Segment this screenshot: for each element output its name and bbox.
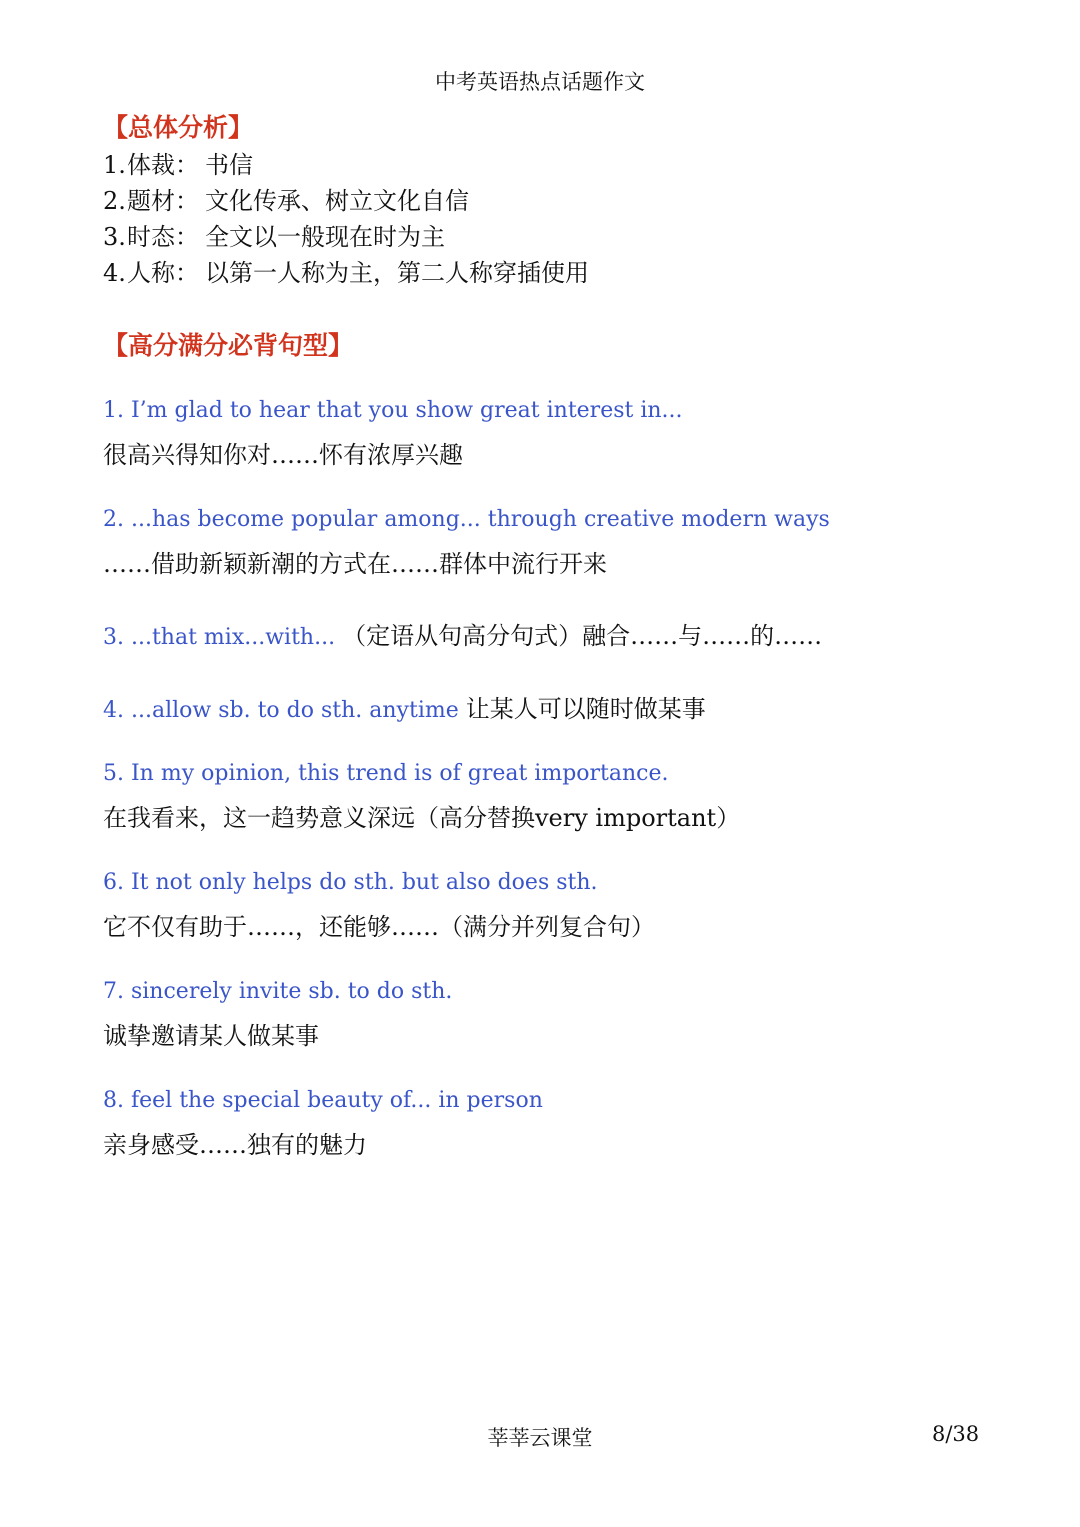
pattern-en: 3. ...that mix...with... bbox=[103, 625, 336, 650]
section-title-patterns: 【高分满分必背句型】 bbox=[103, 331, 354, 360]
pattern-en: 6. It not only helps do sth. but also does sth. bbox=[103, 870, 598, 895]
pattern-zh: （定语从句高分句式）融合……与……的…… bbox=[342, 622, 823, 650]
footer-brand: 莘莘云课堂 bbox=[487, 1426, 593, 1450]
item-text: 文化传承、树立文化自信 bbox=[205, 187, 469, 215]
analysis-item bbox=[103, 253, 589, 288]
pattern-zh: 很高兴得知你对……怀有浓厚兴趣 bbox=[103, 441, 463, 469]
analysis-item bbox=[103, 217, 445, 252]
analysis-item bbox=[103, 181, 469, 216]
pattern-line bbox=[103, 616, 822, 651]
pattern-zh: 在我看来，这一趋势意义深远（高分替换very important） bbox=[103, 804, 741, 832]
item-number: 1. bbox=[103, 151, 126, 179]
pattern-en: 7. sincerely invite sb. to do sth. bbox=[103, 979, 453, 1004]
pattern-en: 8. feel the special beauty of... in person bbox=[103, 1088, 543, 1113]
section-title-analysis: 【总体分析】 bbox=[103, 113, 254, 142]
analysis-item bbox=[103, 145, 253, 180]
item-text: 以第一人称为主，第二人称穿插使用 bbox=[205, 259, 589, 287]
item-text: 书信 bbox=[205, 151, 253, 179]
pattern-zh: 让某人可以随时做某事 bbox=[465, 695, 706, 723]
item-label: 时态： bbox=[127, 223, 199, 251]
pattern-en: 1. I’m glad to hear that you show great interest in... bbox=[103, 398, 683, 423]
item-number: 2. bbox=[103, 187, 126, 215]
item-label: 体裁： bbox=[127, 151, 199, 179]
pattern-en: 2. ...has become popular among... through creative modern ways bbox=[103, 507, 830, 532]
pattern-zh: ……借助新颖新潮的方式在……群体中流行开来 bbox=[103, 550, 607, 578]
item-number: 4. bbox=[103, 259, 126, 287]
item-label: 人称： bbox=[127, 259, 199, 287]
pattern-line bbox=[103, 689, 706, 724]
pattern-zh: 诚挚邀请某人做某事 bbox=[103, 1022, 319, 1050]
item-number: 3. bbox=[103, 223, 126, 251]
page-header: 中考英语热点话题作文 bbox=[435, 70, 645, 94]
page-number: 8/38 bbox=[932, 1422, 980, 1446]
pattern-en: 5. In my opinion, this trend is of great importance. bbox=[103, 761, 669, 786]
item-text: 全文以一般现在时为主 bbox=[205, 223, 445, 251]
item-label: 题材： bbox=[127, 187, 199, 215]
pattern-zh: 它不仅有助于……，还能够……（满分并列复合句） bbox=[103, 913, 655, 941]
pattern-en: 4. ...allow sb. to do sth. anytime bbox=[103, 698, 459, 723]
pattern-zh: 亲身感受……独有的魅力 bbox=[103, 1131, 367, 1159]
